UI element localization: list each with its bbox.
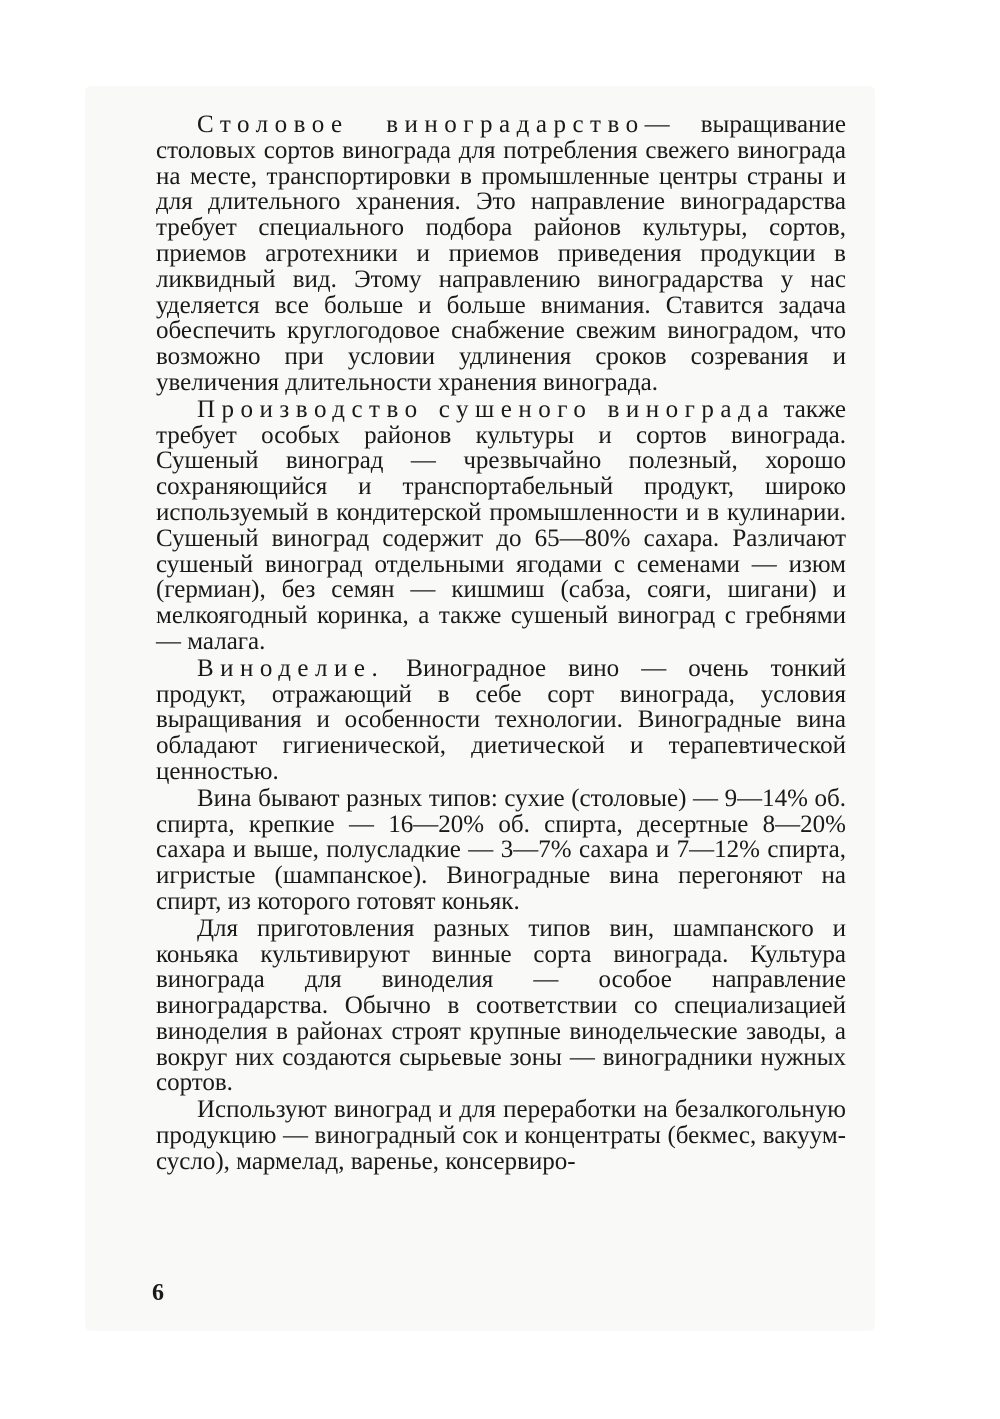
paragraph-table-grapes (156, 112, 846, 396)
paragraph-text: Виноградное вино — очень тонкий продукт, отражающий в себе сорт винограда, условия выращивания и особенности технологии. Виноградные вина обладают гигиенической, диетической и терапевтической ценностью. (156, 654, 846, 785)
paragraph-text: Используют виноград и для переработки на безалкогольную продукцию — виноградный сок и концентраты (бекмес, вакуум-сусло), мармелад, варенье, консервиро- (156, 1096, 846, 1175)
term-winemaking: Виноделие. (197, 654, 385, 682)
paragraph-dried-grapes (156, 397, 846, 655)
paragraph-wine-types (156, 786, 846, 915)
paragraph-text: также требует особых районов культуры и сортов винограда. Сушеный виноград — чрезвычайно полезный, хорошо сохраняющийся и транспортабельный продукт, широко используемый в кондитерской промышленности и в кулинарии. Сушеный виноград содержит до 65—80% сахара. Различают сушеный виноград отдельными ягодами с семенами — изюм (гермиан), без семян — кишмиш (сабза, сояги, шигани) и мелкоягодный коринка, а также сушеный виноград с гребнями — малага. (156, 395, 847, 655)
paragraph-text: — выращивание столовых сортов винограда для потребления свежего винограда на месте, транспортировки в промышленные центры страны и для длительного хранения. Это направление виноградарства требует специального подбора районов культуры, сортов, приемов агротехники и приемов приведения продукции в ликвидный вид. Этому направлению виноградарства у нас уделяется все больше и больше внимания. Ставится задача обеспечить круглогодовое снабжение свежим виноградом, что возможно при условии удлинения сроков созревания и увеличения длительности хранения винограда. (156, 111, 846, 396)
page-number: 6 (152, 1280, 164, 1306)
paragraph-text: Для приготовления разных типов вин, шампанского и коньяка культивируют винные сорта винограда. Культура винограда для виноделия — особое направление виноградарства. Обычно в соответствии со специализацией виноделия в районах строят крупные винодельческие заводы, а вокруг них создаются сырьевые зоны — виноградники нужных сортов. (156, 914, 846, 1097)
body-text (156, 112, 846, 1175)
paragraph-wine-varieties (156, 916, 846, 1097)
paragraph-non-alcoholic (156, 1097, 846, 1174)
term-dried-grape-production: Производство сушеного винограда (197, 395, 775, 423)
term-table-viticulture: Столовое виноградарство (197, 111, 645, 138)
paragraph-winemaking (156, 656, 846, 785)
paragraph-text: Вина бывают разных типов: сухие (столовые) — 9—14% об. спирта, крепкие — 16—20% об. спирта, десертные 8—20% сахара и выше, полусладкие — 3—7% сахара и 7—12% спирта, игристые (шампанское). Виноградные вина перегоняют на спирт, из которого готовят коньяк. (156, 784, 846, 915)
